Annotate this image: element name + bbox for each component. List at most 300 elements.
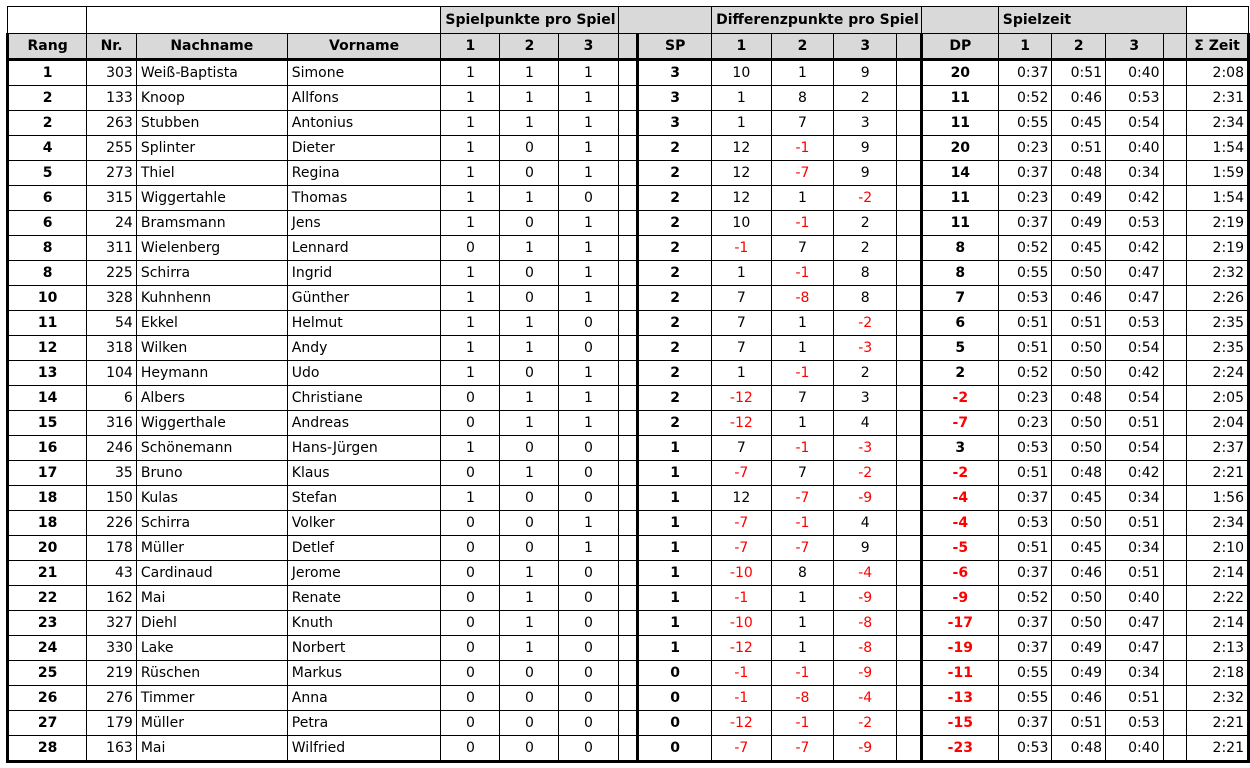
spacer-cell: [1163, 186, 1187, 211]
spielpunkt-3-cell: 0: [559, 186, 618, 211]
sp-cell: 1: [638, 511, 712, 536]
spielpunkt-2-cell: 1: [500, 561, 559, 586]
gesamtzeit-cell: 2:32: [1187, 261, 1249, 286]
zeit-1-cell: 0:23: [998, 411, 1052, 436]
vorname-cell: Hans-Jürgen: [287, 436, 441, 461]
vorname-cell: Wilfried: [287, 736, 441, 762]
zeit-1-cell: 0:53: [998, 736, 1052, 762]
gesamtzeit-cell: 2:35: [1187, 336, 1249, 361]
rang-cell: 24: [8, 636, 87, 661]
spacer-cell: [1163, 336, 1187, 361]
sp-cell: 2: [638, 211, 712, 236]
header-spiel-1: 1: [441, 34, 500, 60]
spielpunkt-3-cell: 0: [559, 336, 618, 361]
zeit-2-cell: 0:46: [1052, 561, 1106, 586]
spielpunkt-2-cell: 1: [500, 386, 559, 411]
gesamtzeit-cell: 2:34: [1187, 511, 1249, 536]
diff-1-cell: -1: [712, 236, 771, 261]
spacer-cell: [618, 236, 638, 261]
vorname-cell: Günther: [287, 286, 441, 311]
gesamtzeit-cell: 2:37: [1187, 436, 1249, 461]
sp-cell: 2: [638, 186, 712, 211]
sp-cell: 2: [638, 311, 712, 336]
dp-cell: 14: [921, 161, 998, 186]
spielpunkt-1-cell: 1: [441, 311, 500, 336]
nachname-cell: Weiß-Baptista: [136, 60, 287, 86]
diff-1-cell: -1: [712, 686, 771, 711]
header-sp: SP: [638, 34, 712, 60]
spielpunkt-3-cell: 1: [559, 60, 618, 86]
spacer-cell: [618, 186, 638, 211]
spielpunkt-1-cell: 1: [441, 436, 500, 461]
spacer-cell: [1163, 436, 1187, 461]
nachname-cell: Schönemann: [136, 436, 287, 461]
diff-3-cell: -4: [834, 561, 897, 586]
vorname-cell: Allfons: [287, 86, 441, 111]
spielpunkt-2-cell: 0: [500, 486, 559, 511]
sp-cell: 2: [638, 361, 712, 386]
diff-1-cell: -7: [712, 536, 771, 561]
zeit-2-cell: 0:45: [1052, 111, 1106, 136]
diff-1-cell: -10: [712, 561, 771, 586]
diff-1-cell: -12: [712, 636, 771, 661]
spacer-cell: [618, 611, 638, 636]
rang-cell: 28: [8, 736, 87, 762]
diff-2-cell: -7: [771, 161, 834, 186]
vorname-cell: Ingrid: [287, 261, 441, 286]
header-spiel-3: 3: [559, 34, 618, 60]
spielpunkt-3-cell: 0: [559, 636, 618, 661]
zeit-3-cell: 0:42: [1106, 461, 1164, 486]
zeit-2-cell: 0:45: [1052, 236, 1106, 261]
spielpunkt-1-cell: 1: [441, 336, 500, 361]
zeit-1-cell: 0:55: [998, 261, 1052, 286]
zeit-1-cell: 0:51: [998, 336, 1052, 361]
zeit-2-cell: 0:45: [1052, 536, 1106, 561]
dp-cell: -13: [921, 686, 998, 711]
spacer-cell: [618, 536, 638, 561]
header-diff-2: 2: [771, 34, 834, 60]
spielpunkt-1-cell: 0: [441, 736, 500, 762]
nachname-cell: Bruno: [136, 461, 287, 486]
sp-cell: 0: [638, 736, 712, 762]
zeit-2-cell: 0:49: [1052, 661, 1106, 686]
dp-cell: -23: [921, 736, 998, 762]
zeit-1-cell: 0:51: [998, 536, 1052, 561]
spacer-cell: [618, 686, 638, 711]
diff-2-cell: 1: [771, 586, 834, 611]
rang-cell: 18: [8, 486, 87, 511]
diff-1-cell: -12: [712, 711, 771, 736]
diff-1-cell: 7: [712, 436, 771, 461]
table-row: [8, 436, 1249, 461]
diff-1-cell: 1: [712, 86, 771, 111]
spielpunkt-1-cell: 0: [441, 636, 500, 661]
group-header-blank: [1187, 7, 1249, 34]
spacer-cell: [897, 286, 922, 311]
zeit-3-cell: 0:54: [1106, 436, 1164, 461]
spielpunkt-2-cell: 1: [500, 111, 559, 136]
spacer-cell: [897, 736, 922, 762]
sp-cell: 2: [638, 236, 712, 261]
header-spiel-2: 2: [500, 34, 559, 60]
zeit-3-cell: 0:34: [1106, 536, 1164, 561]
spacer-cell: [618, 561, 638, 586]
spacer-cell: [897, 536, 922, 561]
zeit-3-cell: 0:47: [1106, 261, 1164, 286]
dp-cell: -19: [921, 636, 998, 661]
dp-cell: 11: [921, 211, 998, 236]
diff-2-cell: 1: [771, 611, 834, 636]
sp-cell: 2: [638, 161, 712, 186]
gesamtzeit-cell: 2:24: [1187, 361, 1249, 386]
spielpunkt-2-cell: 1: [500, 311, 559, 336]
spacer-cell: [1163, 86, 1187, 111]
diff-3-cell: -2: [834, 461, 897, 486]
vorname-cell: Andreas: [287, 411, 441, 436]
diff-2-cell: -8: [771, 286, 834, 311]
spacer-cell: [897, 611, 922, 636]
nachname-cell: Kulas: [136, 486, 287, 511]
table-row: [8, 86, 1249, 111]
dp-cell: 11: [921, 186, 998, 211]
header-diff-3: 3: [834, 34, 897, 60]
spielpunkt-2-cell: 0: [500, 261, 559, 286]
zeit-2-cell: 0:50: [1052, 261, 1106, 286]
dp-cell: -6: [921, 561, 998, 586]
zeit-2-cell: 0:50: [1052, 511, 1106, 536]
spielpunkt-1-cell: 0: [441, 561, 500, 586]
diff-3-cell: -3: [834, 436, 897, 461]
rang-cell: 2: [8, 111, 87, 136]
spielpunkt-1-cell: 0: [441, 511, 500, 536]
diff-1-cell: -1: [712, 586, 771, 611]
sp-cell: 3: [638, 86, 712, 111]
spacer-cell: [618, 361, 638, 386]
nr-cell: 276: [87, 686, 137, 711]
table-row: [8, 736, 1249, 762]
nachname-cell: Stubben: [136, 111, 287, 136]
table-row: [8, 686, 1249, 711]
spielpunkt-2-cell: 0: [500, 511, 559, 536]
table-row: [8, 586, 1249, 611]
sp-cell: 2: [638, 261, 712, 286]
diff-1-cell: 7: [712, 311, 771, 336]
header-zeit-1: 1: [998, 34, 1052, 60]
spielpunkt-1-cell: 1: [441, 60, 500, 86]
sp-cell: 1: [638, 561, 712, 586]
header-vorname: Vorname: [287, 34, 441, 60]
spacer-cell: [897, 136, 922, 161]
spacer-cell: [1163, 411, 1187, 436]
zeit-3-cell: 0:40: [1106, 736, 1164, 762]
spielpunkt-3-cell: 1: [559, 86, 618, 111]
zeit-3-cell: 0:47: [1106, 286, 1164, 311]
table-row: [8, 336, 1249, 361]
diff-1-cell: 10: [712, 211, 771, 236]
diff-3-cell: 9: [834, 161, 897, 186]
nr-cell: 219: [87, 661, 137, 686]
dp-cell: 8: [921, 261, 998, 286]
spielpunkt-2-cell: 1: [500, 336, 559, 361]
spacer-cell: [897, 386, 922, 411]
table-row: [8, 461, 1249, 486]
rang-cell: 14: [8, 386, 87, 411]
spacer-cell: [897, 661, 922, 686]
spacer-cell: [618, 111, 638, 136]
dp-cell: -4: [921, 511, 998, 536]
spacer-cell: [618, 336, 638, 361]
spacer-cell: [1163, 736, 1187, 762]
dp-cell: -11: [921, 661, 998, 686]
diff-2-cell: -7: [771, 536, 834, 561]
table-row: [8, 486, 1249, 511]
nachname-cell: Cardinaud: [136, 561, 287, 586]
spacer-cell: [897, 86, 922, 111]
spacer-cell: [1163, 211, 1187, 236]
dp-cell: -5: [921, 536, 998, 561]
nachname-cell: Splinter: [136, 136, 287, 161]
diff-3-cell: 8: [834, 286, 897, 311]
diff-1-cell: 7: [712, 286, 771, 311]
nr-cell: 327: [87, 611, 137, 636]
nr-cell: 303: [87, 60, 137, 86]
diff-2-cell: 7: [771, 461, 834, 486]
nr-cell: 35: [87, 461, 137, 486]
spielpunkt-1-cell: 0: [441, 411, 500, 436]
nachname-cell: Müller: [136, 711, 287, 736]
dp-cell: -4: [921, 486, 998, 511]
diff-3-cell: 9: [834, 60, 897, 86]
rang-cell: 18: [8, 511, 87, 536]
spacer-cell: [897, 211, 922, 236]
zeit-2-cell: 0:48: [1052, 736, 1106, 762]
table-row: [8, 386, 1249, 411]
zeit-3-cell: 0:34: [1106, 661, 1164, 686]
vorname-cell: Udo: [287, 361, 441, 386]
spielpunkt-1-cell: 1: [441, 136, 500, 161]
zeit-2-cell: 0:49: [1052, 211, 1106, 236]
vorname-cell: Petra: [287, 711, 441, 736]
diff-2-cell: 1: [771, 336, 834, 361]
zeit-2-cell: 0:51: [1052, 311, 1106, 336]
zeit-1-cell: 0:53: [998, 511, 1052, 536]
zeit-3-cell: 0:51: [1106, 511, 1164, 536]
diff-1-cell: 7: [712, 336, 771, 361]
diff-2-cell: 7: [771, 111, 834, 136]
zeit-2-cell: 0:48: [1052, 461, 1106, 486]
spacer-cell: [618, 661, 638, 686]
rang-cell: 21: [8, 561, 87, 586]
diff-2-cell: -7: [771, 486, 834, 511]
nachname-cell: Mai: [136, 736, 287, 762]
spielpunkt-3-cell: 1: [559, 386, 618, 411]
table-row: [8, 711, 1249, 736]
spielpunkt-1-cell: 0: [441, 586, 500, 611]
nr-cell: 133: [87, 86, 137, 111]
dp-cell: -2: [921, 386, 998, 411]
spacer-cell: [1163, 236, 1187, 261]
spacer-cell: [1163, 111, 1187, 136]
diff-2-cell: 1: [771, 636, 834, 661]
spielpunkt-1-cell: 1: [441, 161, 500, 186]
spielpunkt-3-cell: 0: [559, 586, 618, 611]
spacer-cell: [897, 686, 922, 711]
spacer-cell: [1163, 311, 1187, 336]
gesamtzeit-cell: 1:59: [1187, 161, 1249, 186]
spielpunkt-2-cell: 1: [500, 411, 559, 436]
vorname-cell: Markus: [287, 661, 441, 686]
diff-2-cell: -1: [771, 511, 834, 536]
header-nr: Nr.: [87, 34, 137, 60]
gesamtzeit-cell: 2:18: [1187, 661, 1249, 686]
spacer-cell: [1163, 461, 1187, 486]
sp-cell: 1: [638, 436, 712, 461]
header-spacer: [897, 34, 922, 60]
vorname-cell: Christiane: [287, 386, 441, 411]
sp-cell: 0: [638, 711, 712, 736]
rang-cell: 1: [8, 60, 87, 86]
gesamtzeit-cell: 2:04: [1187, 411, 1249, 436]
group-header-blank: [87, 7, 441, 34]
zeit-1-cell: 0:23: [998, 136, 1052, 161]
diff-2-cell: -8: [771, 686, 834, 711]
dp-cell: -15: [921, 711, 998, 736]
diff-1-cell: 1: [712, 361, 771, 386]
spacer-cell: [897, 511, 922, 536]
spielpunkt-3-cell: 1: [559, 211, 618, 236]
diff-2-cell: -1: [771, 711, 834, 736]
table-row: [8, 111, 1249, 136]
table-row: [8, 536, 1249, 561]
dp-cell: 11: [921, 86, 998, 111]
nr-cell: 179: [87, 711, 137, 736]
diff-1-cell: -7: [712, 461, 771, 486]
spacer-cell: [897, 411, 922, 436]
vorname-cell: Jerome: [287, 561, 441, 586]
nachname-cell: Wiggerthale: [136, 411, 287, 436]
zeit-1-cell: 0:51: [998, 461, 1052, 486]
spielpunkt-1-cell: 0: [441, 236, 500, 261]
table-row: [8, 636, 1249, 661]
group-header-blank: [618, 7, 712, 34]
zeit-1-cell: 0:23: [998, 186, 1052, 211]
nachname-cell: Knoop: [136, 86, 287, 111]
vorname-cell: Detlef: [287, 536, 441, 561]
spielpunkt-2-cell: 0: [500, 711, 559, 736]
spielpunkt-2-cell: 0: [500, 161, 559, 186]
spacer-cell: [618, 711, 638, 736]
gesamtzeit-cell: 2:14: [1187, 611, 1249, 636]
nachname-cell: Wilken: [136, 336, 287, 361]
zeit-1-cell: 0:53: [998, 286, 1052, 311]
diff-3-cell: -9: [834, 486, 897, 511]
rang-cell: 8: [8, 236, 87, 261]
group-header-row: [8, 7, 1249, 34]
table-row: [8, 561, 1249, 586]
spacer-cell: [897, 186, 922, 211]
zeit-1-cell: 0:55: [998, 661, 1052, 686]
zeit-1-cell: 0:37: [998, 561, 1052, 586]
diff-2-cell: 1: [771, 60, 834, 86]
rang-cell: 13: [8, 361, 87, 386]
dp-cell: -7: [921, 411, 998, 436]
diff-3-cell: -2: [834, 311, 897, 336]
spacer-cell: [897, 486, 922, 511]
diff-1-cell: 10: [712, 60, 771, 86]
nr-cell: 316: [87, 411, 137, 436]
spacer-cell: [1163, 261, 1187, 286]
rang-cell: 12: [8, 336, 87, 361]
vorname-cell: Lennard: [287, 236, 441, 261]
nr-cell: 178: [87, 536, 137, 561]
zeit-3-cell: 0:54: [1106, 336, 1164, 361]
spielpunkt-2-cell: 0: [500, 686, 559, 711]
spacer-cell: [897, 461, 922, 486]
gesamtzeit-cell: 2:22: [1187, 586, 1249, 611]
spielpunkt-1-cell: 1: [441, 261, 500, 286]
header-zeit-2: 2: [1052, 34, 1106, 60]
spacer-cell: [618, 211, 638, 236]
zeit-1-cell: 0:55: [998, 111, 1052, 136]
zeit-3-cell: 0:53: [1106, 711, 1164, 736]
diff-3-cell: -2: [834, 711, 897, 736]
spacer-cell: [1163, 611, 1187, 636]
spielpunkt-3-cell: 1: [559, 536, 618, 561]
nr-cell: 246: [87, 436, 137, 461]
zeit-3-cell: 0:40: [1106, 586, 1164, 611]
zeit-3-cell: 0:40: [1106, 60, 1164, 86]
spielpunkt-2-cell: 1: [500, 611, 559, 636]
sp-cell: 0: [638, 686, 712, 711]
rang-cell: 26: [8, 686, 87, 711]
spacer-cell: [897, 361, 922, 386]
zeit-3-cell: 0:51: [1106, 411, 1164, 436]
zeit-3-cell: 0:42: [1106, 186, 1164, 211]
nr-cell: 6: [87, 386, 137, 411]
zeit-3-cell: 0:42: [1106, 361, 1164, 386]
nr-cell: 24: [87, 211, 137, 236]
diff-1-cell: -12: [712, 411, 771, 436]
diff-1-cell: -7: [712, 736, 771, 762]
spielpunkt-2-cell: 1: [500, 186, 559, 211]
spielpunkt-1-cell: 0: [441, 386, 500, 411]
vorname-cell: Antonius: [287, 111, 441, 136]
spielpunkt-1-cell: 0: [441, 611, 500, 636]
nr-cell: 311: [87, 236, 137, 261]
sp-cell: 2: [638, 136, 712, 161]
nachname-cell: Mai: [136, 586, 287, 611]
spielpunkt-3-cell: 0: [559, 736, 618, 762]
spielpunkt-2-cell: 0: [500, 286, 559, 311]
vorname-cell: Regina: [287, 161, 441, 186]
nr-cell: 273: [87, 161, 137, 186]
gesamtzeit-cell: 2:26: [1187, 286, 1249, 311]
diff-1-cell: -1: [712, 661, 771, 686]
vorname-cell: Thomas: [287, 186, 441, 211]
rang-cell: 15: [8, 411, 87, 436]
spielpunkt-2-cell: 0: [500, 436, 559, 461]
spacer-cell: [897, 111, 922, 136]
rang-cell: 23: [8, 611, 87, 636]
zeit-2-cell: 0:49: [1052, 186, 1106, 211]
nr-cell: 255: [87, 136, 137, 161]
spielpunkt-2-cell: 1: [500, 461, 559, 486]
spielpunkt-3-cell: 1: [559, 286, 618, 311]
spacer-cell: [618, 261, 638, 286]
sp-cell: 1: [638, 636, 712, 661]
diff-3-cell: 2: [834, 236, 897, 261]
